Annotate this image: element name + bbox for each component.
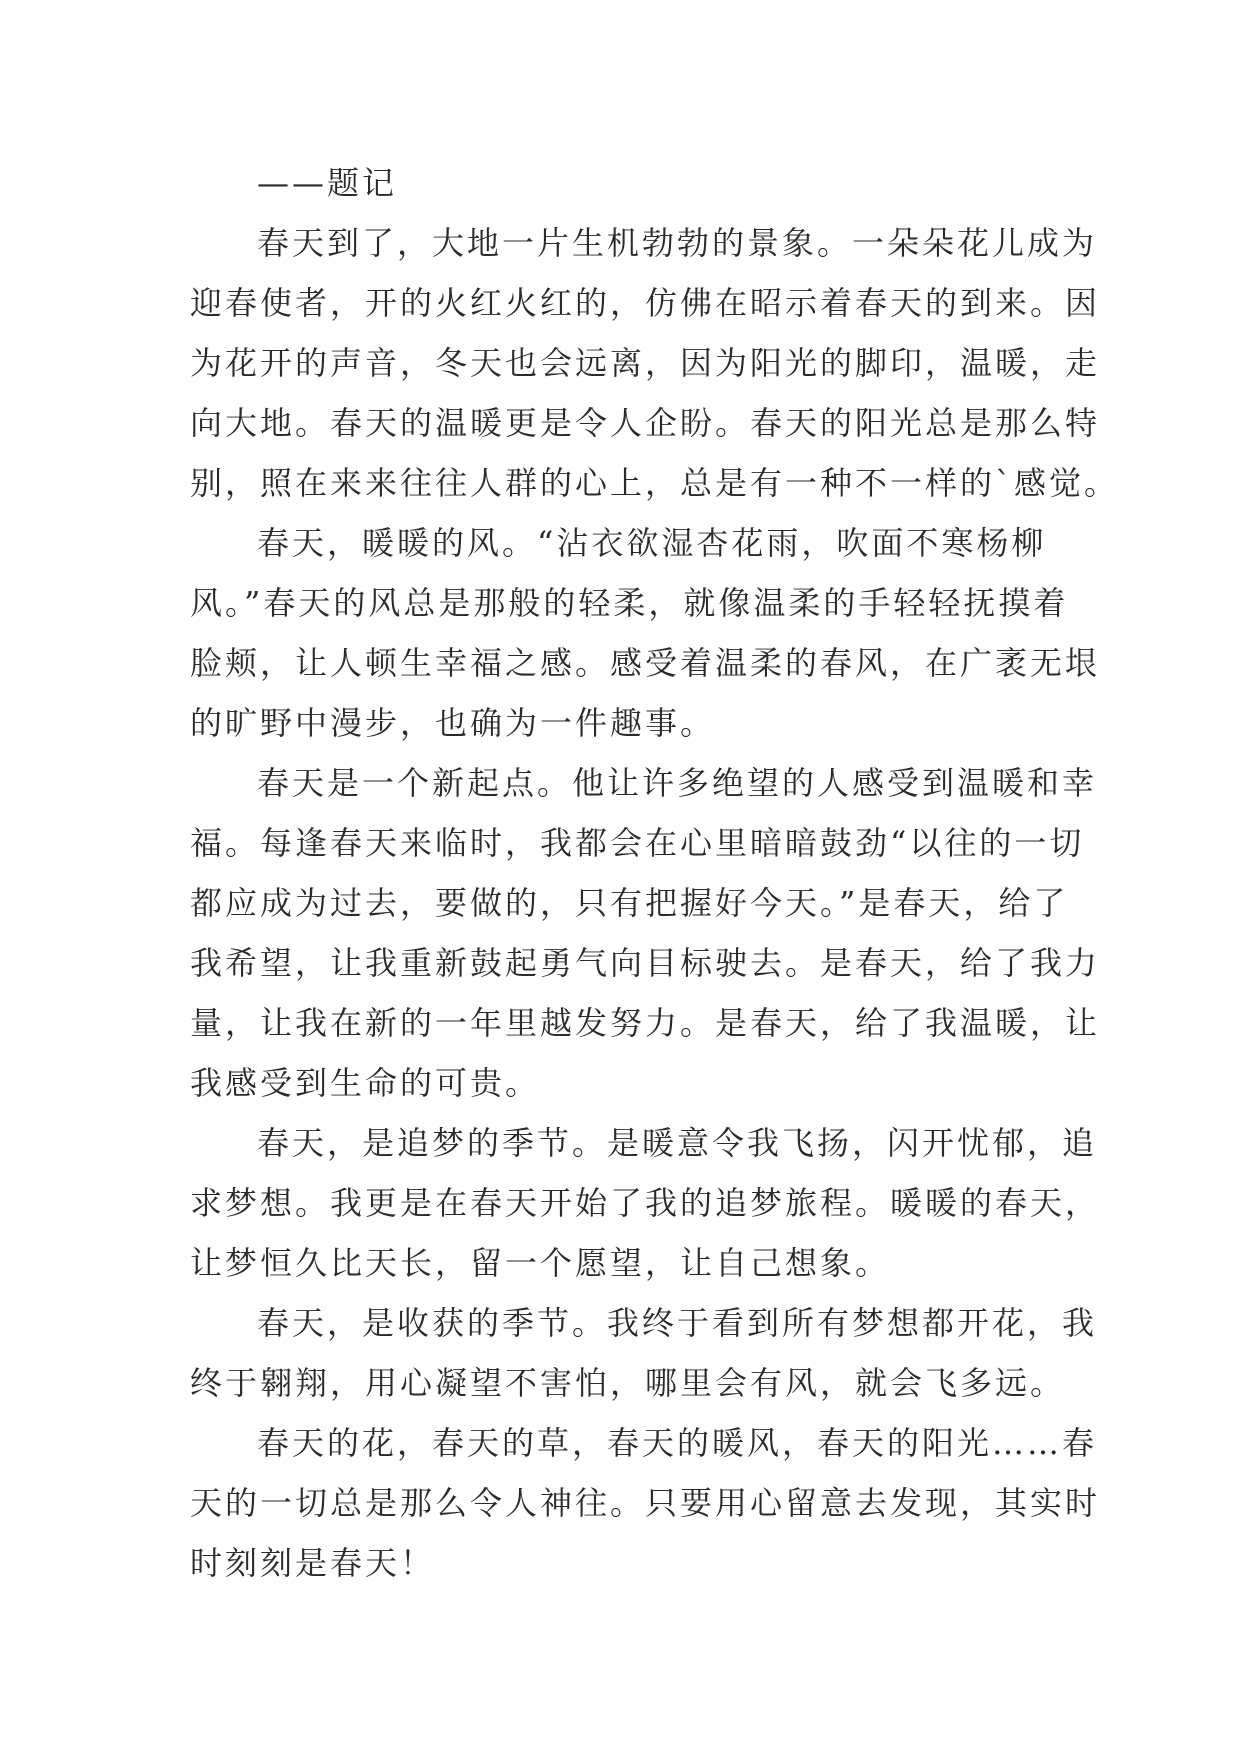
- text-line: 时刻刻是春天！: [190, 1544, 436, 1582]
- text-line: 春天到了，大地一片生机勃勃的景象。一朵朵花儿成为: [257, 224, 1098, 262]
- text-line: 都应成为过去，要做的，只有把握好今天。”是春天，给了: [190, 884, 1069, 922]
- text-line: 量，让我在新的一年里越发努力。是春天，给了我温暖，让: [190, 1004, 1101, 1042]
- text-line: 终于翱翔，用心凝望不害怕，哪里会有风，就会飞多远。: [190, 1364, 1066, 1402]
- text-line: 的旷野中漫步，也确为一件趣事。: [190, 704, 716, 742]
- text-line: 让梦恒久比天长，留一个愿望，让自己想象。: [190, 1244, 891, 1282]
- text-line: 我希望，让我重新鼓起勇气向目标驶去。是春天，给了我力: [190, 944, 1101, 982]
- text-line: 春天是一个新起点。他让许多绝望的人感受到温暖和幸: [257, 764, 1098, 802]
- text-line: 我感受到生命的可贵。: [190, 1064, 541, 1102]
- text-line: 迎春使者，开的火红火红的，仿佛在昭示着春天的到来。因: [190, 284, 1101, 322]
- text-line: 春天，暖暖的风。“沾衣欲湿杏花雨，吹面不寒杨柳: [257, 524, 1047, 562]
- text-line: 别，照在来来往往人群的心上，总是有一种不一样的`感觉。: [190, 464, 1120, 502]
- epigraph-attribution: ——题记: [257, 164, 398, 202]
- text-line: 求梦想。我更是在春天开始了我的追梦旅程。暖暖的春天，: [190, 1184, 1101, 1222]
- text-line: 脸颊，让人顿生幸福之感。感受着温柔的春风，在广袤无垠: [190, 644, 1101, 682]
- text-line: 为花开的声音，冬天也会远离，因为阳光的脚印，温暖，走: [190, 344, 1101, 382]
- text-line: 风。”春天的风总是那般的轻柔，就像温柔的手轻轻抚摸着: [190, 584, 1069, 622]
- text-line: 春天的花，春天的草，春天的暖风，春天的阳光……春: [257, 1424, 1098, 1462]
- text-line: 春天，是追梦的季节。是暖意令我飞扬，闪开忧郁，追: [257, 1124, 1098, 1162]
- text-line: 向大地。春天的温暖更是令人企盼。春天的阳光总是那么特: [190, 404, 1101, 442]
- text-line: 春天，是收获的季节。我终于看到所有梦想都开花，我: [257, 1304, 1098, 1342]
- text-line: 天的一切总是那么令人神往。只要用心留意去发现，其实时: [190, 1484, 1101, 1522]
- text-line: 福。每逢春天来临时，我都会在心里暗暗鼓劲“以往的一切: [190, 824, 1085, 862]
